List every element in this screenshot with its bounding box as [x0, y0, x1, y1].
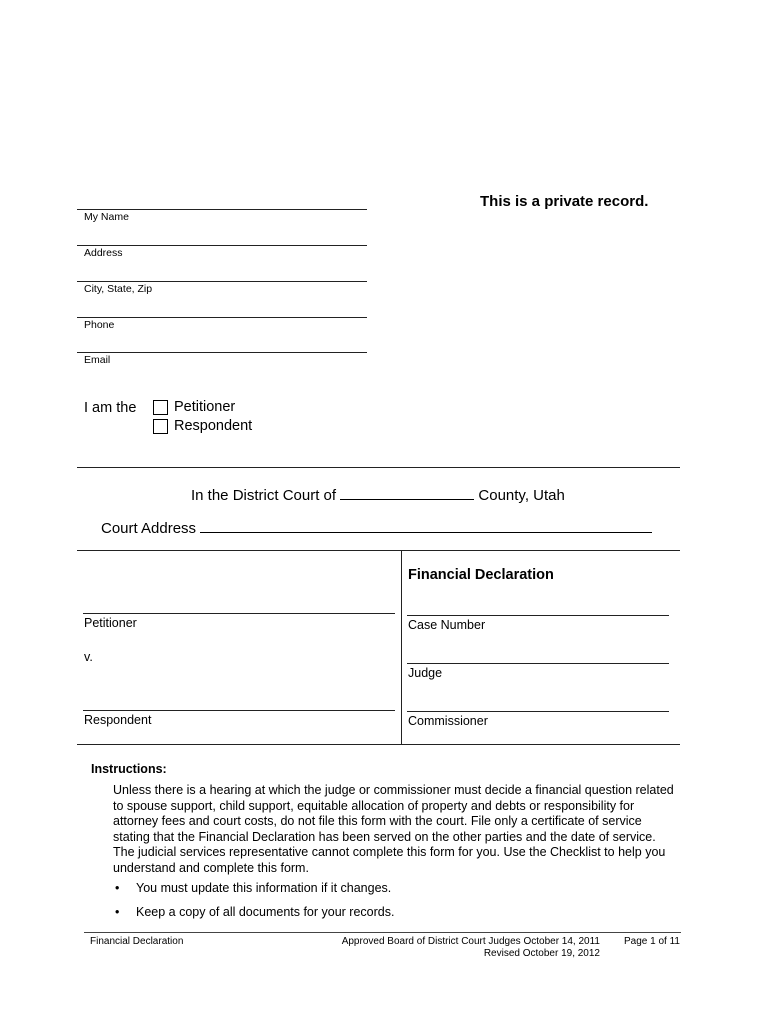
respondent-caption-label: Respondent	[84, 713, 152, 727]
district-court-suffix: County, Utah	[478, 487, 565, 504]
footer-form-name: Financial Declaration	[90, 936, 184, 947]
petitioner-caption-label: Petitioner	[84, 616, 137, 630]
county-blank[interactable]	[340, 485, 474, 500]
bullet-dot-icon: •	[115, 905, 120, 919]
petitioner-checkbox[interactable]	[153, 400, 168, 415]
judge-label: Judge	[408, 666, 443, 680]
phone-line[interactable]	[77, 317, 367, 318]
bullet-item: You must update this information if it changes.	[136, 881, 392, 895]
name-label: My Name	[84, 211, 129, 223]
footer-page-number: Page 1 of 11	[624, 936, 680, 947]
court-address-blank[interactable]	[200, 518, 652, 533]
instructions-line: attorney fees and court costs, do not file this form with the court. File only a certificate of service	[113, 814, 642, 829]
footer-approved: Approved Board of District Court Judges October 14, 2011	[341, 936, 600, 947]
petitioner-name-line[interactable]	[83, 613, 395, 614]
instructions-line: The judicial services representative cannot complete this form for you. Use the Checklist to help you	[113, 845, 666, 860]
instructions-line: understand and complete this form.	[113, 860, 309, 875]
instructions-line: stating that the Financial Declaration has been served on the other parties and the date of service.	[113, 829, 656, 844]
district-court-line	[191, 485, 565, 504]
respondent-name-line[interactable]	[83, 710, 395, 711]
caption-bottom-border	[77, 744, 680, 745]
court-address-label: Court Address	[101, 520, 197, 537]
form-title: Financial Declaration	[408, 567, 554, 583]
email-label: Email	[84, 354, 111, 366]
versus-label: v.	[84, 650, 93, 664]
instructions-paragraph	[113, 783, 688, 877]
city-state-zip-line[interactable]	[77, 281, 367, 282]
judge-line[interactable]	[407, 663, 669, 664]
caption-divider	[401, 550, 402, 744]
commissioner-label: Commissioner	[408, 714, 488, 728]
case-number-label: Case Number	[408, 618, 486, 632]
email-line[interactable]	[77, 352, 367, 353]
caption-top-border	[77, 550, 680, 551]
commissioner-line[interactable]	[407, 711, 669, 712]
address-label: Address	[84, 247, 123, 259]
city-state-zip-label: City, State, Zip	[84, 283, 153, 295]
instructions-line: Unless there is a hearing at which the judge or commissioner must decide a financial question related	[113, 783, 674, 797]
court-address-line	[101, 518, 652, 537]
petitioner-option-label: Petitioner	[174, 399, 236, 415]
respondent-option-label: Respondent	[174, 418, 253, 434]
bullet-dot-icon: •	[115, 881, 120, 895]
case-number-line[interactable]	[407, 615, 669, 616]
private-record-heading: This is a private record.	[480, 193, 649, 210]
instructions-line: to spouse support, child support, equitable allocation of property and debts or responsibility for	[113, 798, 635, 813]
role-prefix: I am the	[84, 400, 137, 416]
footer-revised: Revised October 19, 2012	[483, 948, 600, 959]
bullet-item: Keep a copy of all documents for your records.	[136, 905, 395, 919]
address-line[interactable]	[77, 245, 367, 246]
footer-divider	[84, 932, 681, 933]
instructions-heading: Instructions:	[91, 762, 167, 776]
section-divider-top	[77, 467, 680, 468]
name-line[interactable]	[77, 209, 367, 210]
respondent-checkbox[interactable]	[153, 419, 168, 434]
district-court-prefix: In the District Court of	[191, 487, 337, 504]
phone-label: Phone	[84, 319, 115, 331]
